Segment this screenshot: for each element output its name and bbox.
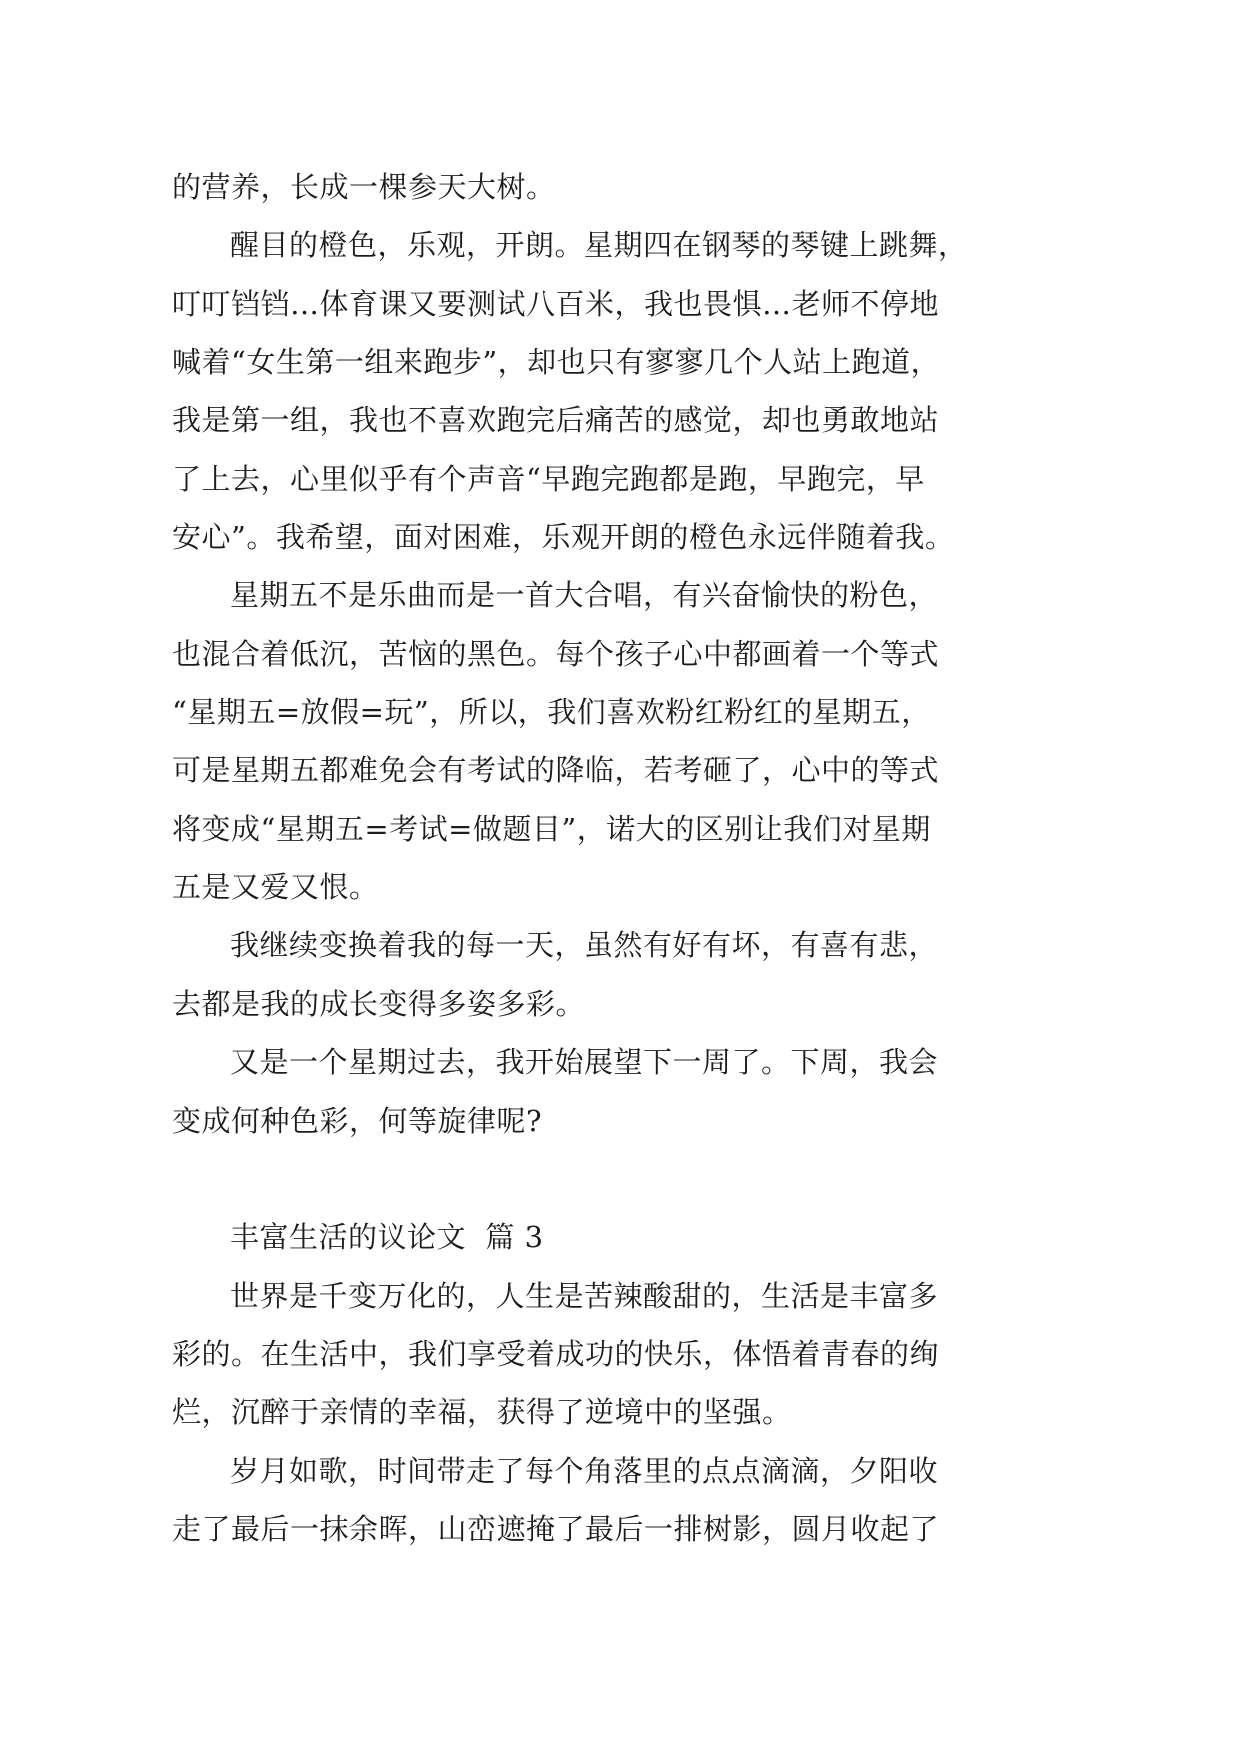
- text-line: 去都是我的成长变得多姿多彩。: [172, 986, 586, 1021]
- paragraph-start-line: 星期五不是乐曲而是一首大合唱，有兴奋愉快的粉色，: [230, 578, 939, 613]
- text-line: 我是第一组，我也不喜欢跑完后痛苦的感觉，却也勇敢地站: [172, 403, 940, 438]
- paragraph-start-line: 我继续变换着我的每一天，虽然有好有坏，有喜有悲，: [230, 928, 939, 963]
- text-line: 将变成“星期五=考试=做题目”，诺大的区别让我们对星期: [172, 811, 931, 846]
- text-line: 也混合着低沉，苦恼的黑色。每个孩子心中都画着一个等式: [172, 636, 940, 671]
- paragraph-start-line: 醒目的橙色，乐观，开朗。星期四在钢琴的琴键上跳舞，: [230, 228, 968, 263]
- body-text: [172, 158, 1012, 1558]
- text-line: 安心”。我希望，面对困难，乐观开朗的橙色永远伴随着我。: [172, 520, 955, 555]
- text-line: 的营养，长成一棵参天大树。: [172, 170, 556, 204]
- text-line: “星期五=放假=玩”，所以，我们喜欢粉红粉红的星期五，: [172, 695, 931, 730]
- text-line: 叮叮铛铛…体育课又要测试八百米，我也畏惧…老师不停地: [172, 286, 940, 321]
- paragraph-start-line: 又是一个星期过去，我开始展望下一周了。下周，我会: [230, 1045, 939, 1080]
- text-line: 五是又爱又恨。: [172, 870, 379, 905]
- text-line: 喊着“女生第一组来跑步”，却也只有寥寥几个人站上跑道，: [172, 345, 941, 380]
- text-line: 烂，沉醉于亲情的幸福，获得了逆境中的坚强。: [172, 1395, 792, 1430]
- section-heading: 丰富生活的议论文 篇 3: [230, 1220, 544, 1255]
- text-line: 变成何种色彩，何等旋律呢?: [172, 1103, 543, 1138]
- blank-line: [172, 1150, 1012, 1208]
- text-line: 了上去，心里似乎有个声音“早跑完跑都是跑，早跑完，早: [172, 461, 925, 496]
- text-line: 走了最后一抹余晖，山峦遮掩了最后一排树影，圆月收起了: [172, 1511, 940, 1546]
- paragraph-start-line: 世界是千变万化的，人生是苦辣酸甜的，生活是丰富多: [230, 1278, 939, 1313]
- text-line: 可是星期五都难免会有考试的降临，若考砸了，心中的等式: [172, 753, 940, 788]
- paragraph-start-line: 岁月如歌，时间带走了每个角落里的点点滴滴，夕阳收: [230, 1453, 939, 1488]
- text-line: 彩的。在生活中，我们享受着成功的快乐，体悟着青春的绚: [172, 1336, 940, 1371]
